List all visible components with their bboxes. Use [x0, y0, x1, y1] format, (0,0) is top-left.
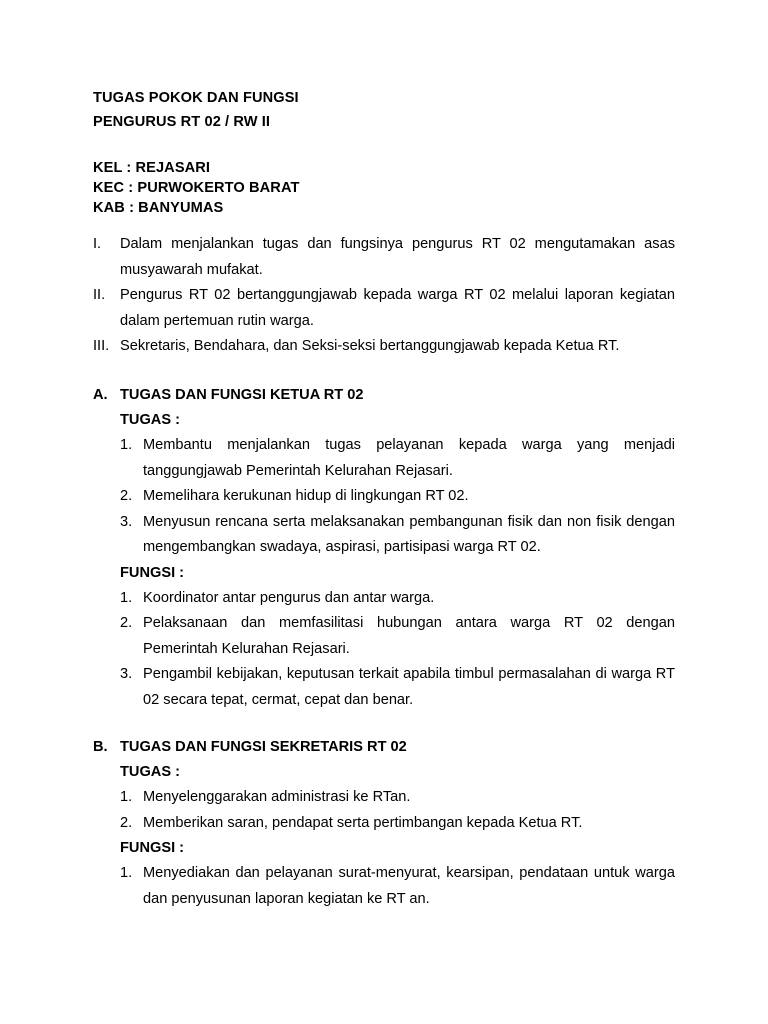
fungsi-list [93, 861, 675, 912]
list-item [120, 510, 675, 561]
section-heading [93, 383, 675, 408]
intro-item-text: Dalam menjalankan tugas dan fungsinya pengurus RT 02 mengutamakan asas musyawarah mufakat. [120, 236, 675, 278]
list-item [120, 484, 675, 510]
intro-item [93, 232, 675, 283]
list-item-text: Pelaksanaan dan memfasilitasi hubungan antara warga RT 02 dengan Pemerintah Kelurahan Rejasari. [143, 615, 675, 657]
list-item-text: Koordinator antar pengurus dan antar warga. [143, 589, 435, 606]
list-item [120, 433, 675, 484]
list-item [120, 785, 675, 811]
tugas-list [93, 433, 675, 561]
list-item [120, 811, 675, 837]
section-title: TUGAS DAN FUNGSI SEKRETARIS RT 02 [120, 739, 407, 755]
list-item-text: Menyusun rencana serta melaksanakan pembangunan fisik dan non fisik dengan mengembangkan swadaya, aspirasi, partisipasi warga RT 02. [143, 513, 675, 555]
list-item-number: 3. [120, 513, 133, 530]
section-letter: A. [93, 387, 108, 403]
kelurahan-line: KEL : REJASARI [93, 160, 211, 176]
list-item-number: 2. [120, 488, 133, 504]
title-line-2: PENGURUS RT 02 / RW II [93, 114, 271, 130]
intro-item-text: Pengurus RT 02 bertanggungjawab kepada warga RT 02 melalui laporan kegiatan dalam pertemuan rutin warga. [120, 287, 675, 329]
list-item-number: 3. [120, 666, 133, 682]
intro-item [93, 283, 675, 334]
list-item-number: 1. [120, 865, 133, 881]
list-item-number: 2. [120, 615, 133, 631]
section-letter: B. [93, 739, 108, 755]
list-item-text: Pengambil kebijakan, keputusan terkait apabila timbul permasalahan di warga RT 02 secara tepat, cermat, cepat dan benar. [143, 666, 675, 708]
kabupaten-line: KAB : BANYUMAS [93, 200, 224, 216]
list-item [120, 861, 675, 912]
list-item-number: 1. [120, 789, 133, 805]
section-sekretaris [93, 735, 675, 912]
section-ketua [93, 383, 675, 713]
list-item-text: Memberikan saran, pendapat serta pertimbangan kepada Ketua RT. [143, 814, 583, 831]
intro-item-number: III. [93, 338, 110, 354]
list-item-number: 1. [120, 589, 133, 606]
fungsi-label: FUNGSI : [120, 564, 185, 581]
list-item-text: Membantu menjalankan tugas pelayanan kepada warga yang menjadi tanggungjawab Pemerintah Kelurahan Rejasari. [143, 437, 675, 479]
list-item [120, 586, 675, 612]
intro-list [93, 232, 675, 360]
fungsi-label: FUNGSI : [120, 840, 185, 856]
document-header [93, 86, 683, 218]
list-item [120, 611, 675, 662]
intro-item-number: I. [93, 236, 102, 252]
intro-item-number: II. [93, 287, 106, 303]
section-title: TUGAS DAN FUNGSI KETUA RT 02 [120, 387, 364, 403]
intro-item-text: Sekretaris, Bendahara, dan Seksi-seksi bertanggungjawab kepada Ketua RT. [120, 338, 620, 354]
list-item-number: 2. [120, 814, 133, 831]
list-item-text: Memelihara kerukunan hidup di lingkungan RT 02. [143, 488, 469, 504]
title-line-1: TUGAS POKOK DAN FUNGSI [93, 90, 299, 106]
tugas-label: TUGAS : [120, 764, 180, 780]
tugas-list [93, 785, 675, 836]
section-heading [93, 735, 675, 760]
tugas-label: TUGAS : [120, 412, 180, 428]
list-item [120, 662, 675, 713]
intro-item [93, 334, 675, 360]
list-item-number: 1. [120, 437, 133, 453]
list-item-text: Menyelenggarakan administrasi ke RTan. [143, 789, 411, 805]
list-item-text: Menyediakan dan pelayanan surat-menyurat, kearsipan, pendataan untuk warga dan penyusunan laporan kegiatan ke RT an. [143, 865, 675, 907]
fungsi-list [93, 586, 675, 714]
kecamatan-line: KEC : PURWOKERTO BARAT [93, 180, 300, 196]
